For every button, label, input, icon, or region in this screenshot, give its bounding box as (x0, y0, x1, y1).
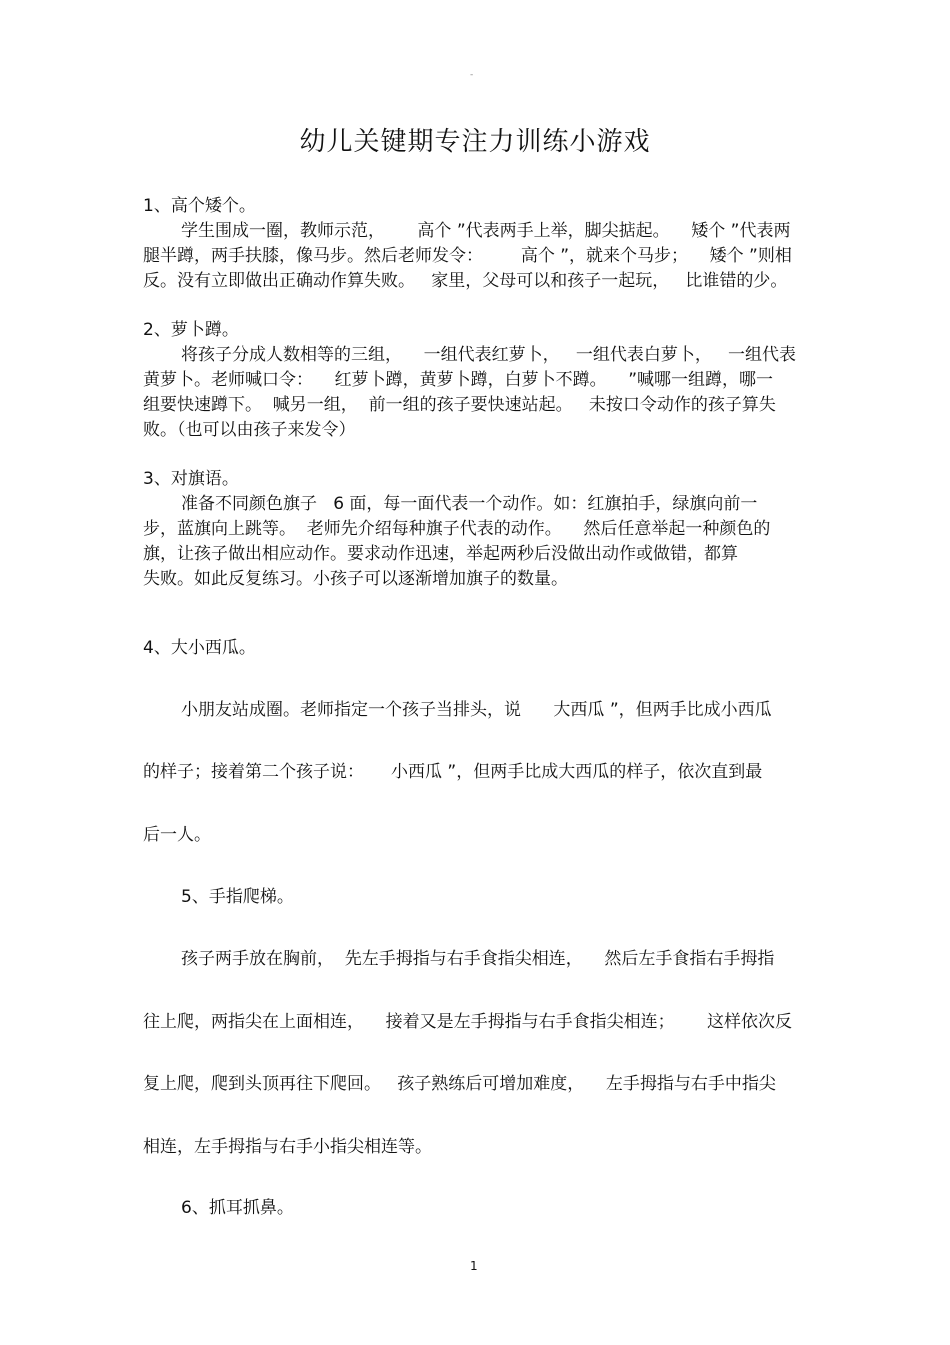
section-heading-3: 3、对旗语。 (143, 469, 239, 489)
section-5-line-4: 相连，左手拇指与右手小指尖相连等。 (143, 1137, 432, 1157)
section-2-line-2: 黄萝卜。老师喊口令： 红萝卜蹲，黄萝卜蹲，白萝卜不蹲。 ”喊哪一组蹲，哪一 (143, 370, 774, 390)
section-2-line-3: 组要快速蹲下。 喊另一组， 前一组的孩子要快速站起。 未按口令动作的孩子算失 (143, 395, 776, 415)
section-5-line-2: 往上爬，两指尖在上面相连， 接着又是左手拇指与右手食指尖相连； 这样依次反 (143, 1012, 793, 1032)
section-heading-1: 1、高个矮个。 (143, 196, 256, 216)
section-1-line-2: 腿半蹲，两手扶膝，像马步。然后老师发令： 高个 ”，就来个马步； 矮个 ”则相 (143, 246, 792, 266)
section-1-line-3: 反。没有立即做出正确动作算失败。 家里，父母可以和孩子一起玩， 比谁错的少。 (143, 271, 788, 291)
section-4-line-1: 小朋友站成圈。老师指定一个孩子当排头，说 大西瓜 ”，但两手比成小西瓜 (181, 700, 772, 720)
section-3-line-4: 失败。如此反复练习。小孩子可以逐渐增加旗子的数量。 (143, 569, 568, 589)
section-3-line-1: 准备不同颜色旗子 6 面，每一面代表一个动作。如：红旗拍手，绿旗向前一 (181, 494, 758, 514)
section-heading-5: 5、手指爬梯。 (181, 887, 294, 907)
section-heading-2: 2、萝卜蹲。 (143, 320, 239, 340)
page-title: 幼儿关键期专注力训练小游戏 (299, 127, 651, 157)
section-heading-6: 6、抓耳抓鼻。 (181, 1198, 294, 1218)
section-2-line-1: 将孩子分成人数相等的三组， 一组代表红萝卜， 一组代表白萝卜， 一组代表 (181, 345, 797, 365)
section-5-line-3: 复上爬，爬到头顶再往下爬回。 孩子熟练后可增加难度， 左手拇指与右手中指尖 (143, 1074, 776, 1094)
section-3-line-2: 步，蓝旗向上跳等。 老师先介绍每种旗子代表的动作。 然后任意举起一种颜色的 (143, 519, 771, 539)
section-5-line-1: 孩子两手放在胸前， 先左手拇指与右手食指尖相连， 然后左手食指右手拇指 (181, 949, 775, 969)
section-1-line-1: 学生围成一圈，教师示范， 高个 ”代表两手上举，脚尖掂起。 矮个 ”代表两 (181, 221, 791, 241)
section-2-line-4: 败。（也可以由孩子来发令） (143, 420, 356, 440)
page-number: 1 (470, 1259, 478, 1273)
section-4-line-3: 后一人。 (143, 825, 211, 845)
section-heading-4: 4、大小西瓜。 (143, 638, 256, 658)
section-4-line-2: 的样子；接着第二个孩子说： 小西瓜 ”，但两手比成大西瓜的样子，依次直到最 (143, 762, 763, 782)
header-mark: - (470, 70, 474, 80)
section-3-line-3: 旗，让孩子做出相应动作。要求动作迅速，举起两秒后没做出动作或做错，都算 (143, 544, 738, 564)
